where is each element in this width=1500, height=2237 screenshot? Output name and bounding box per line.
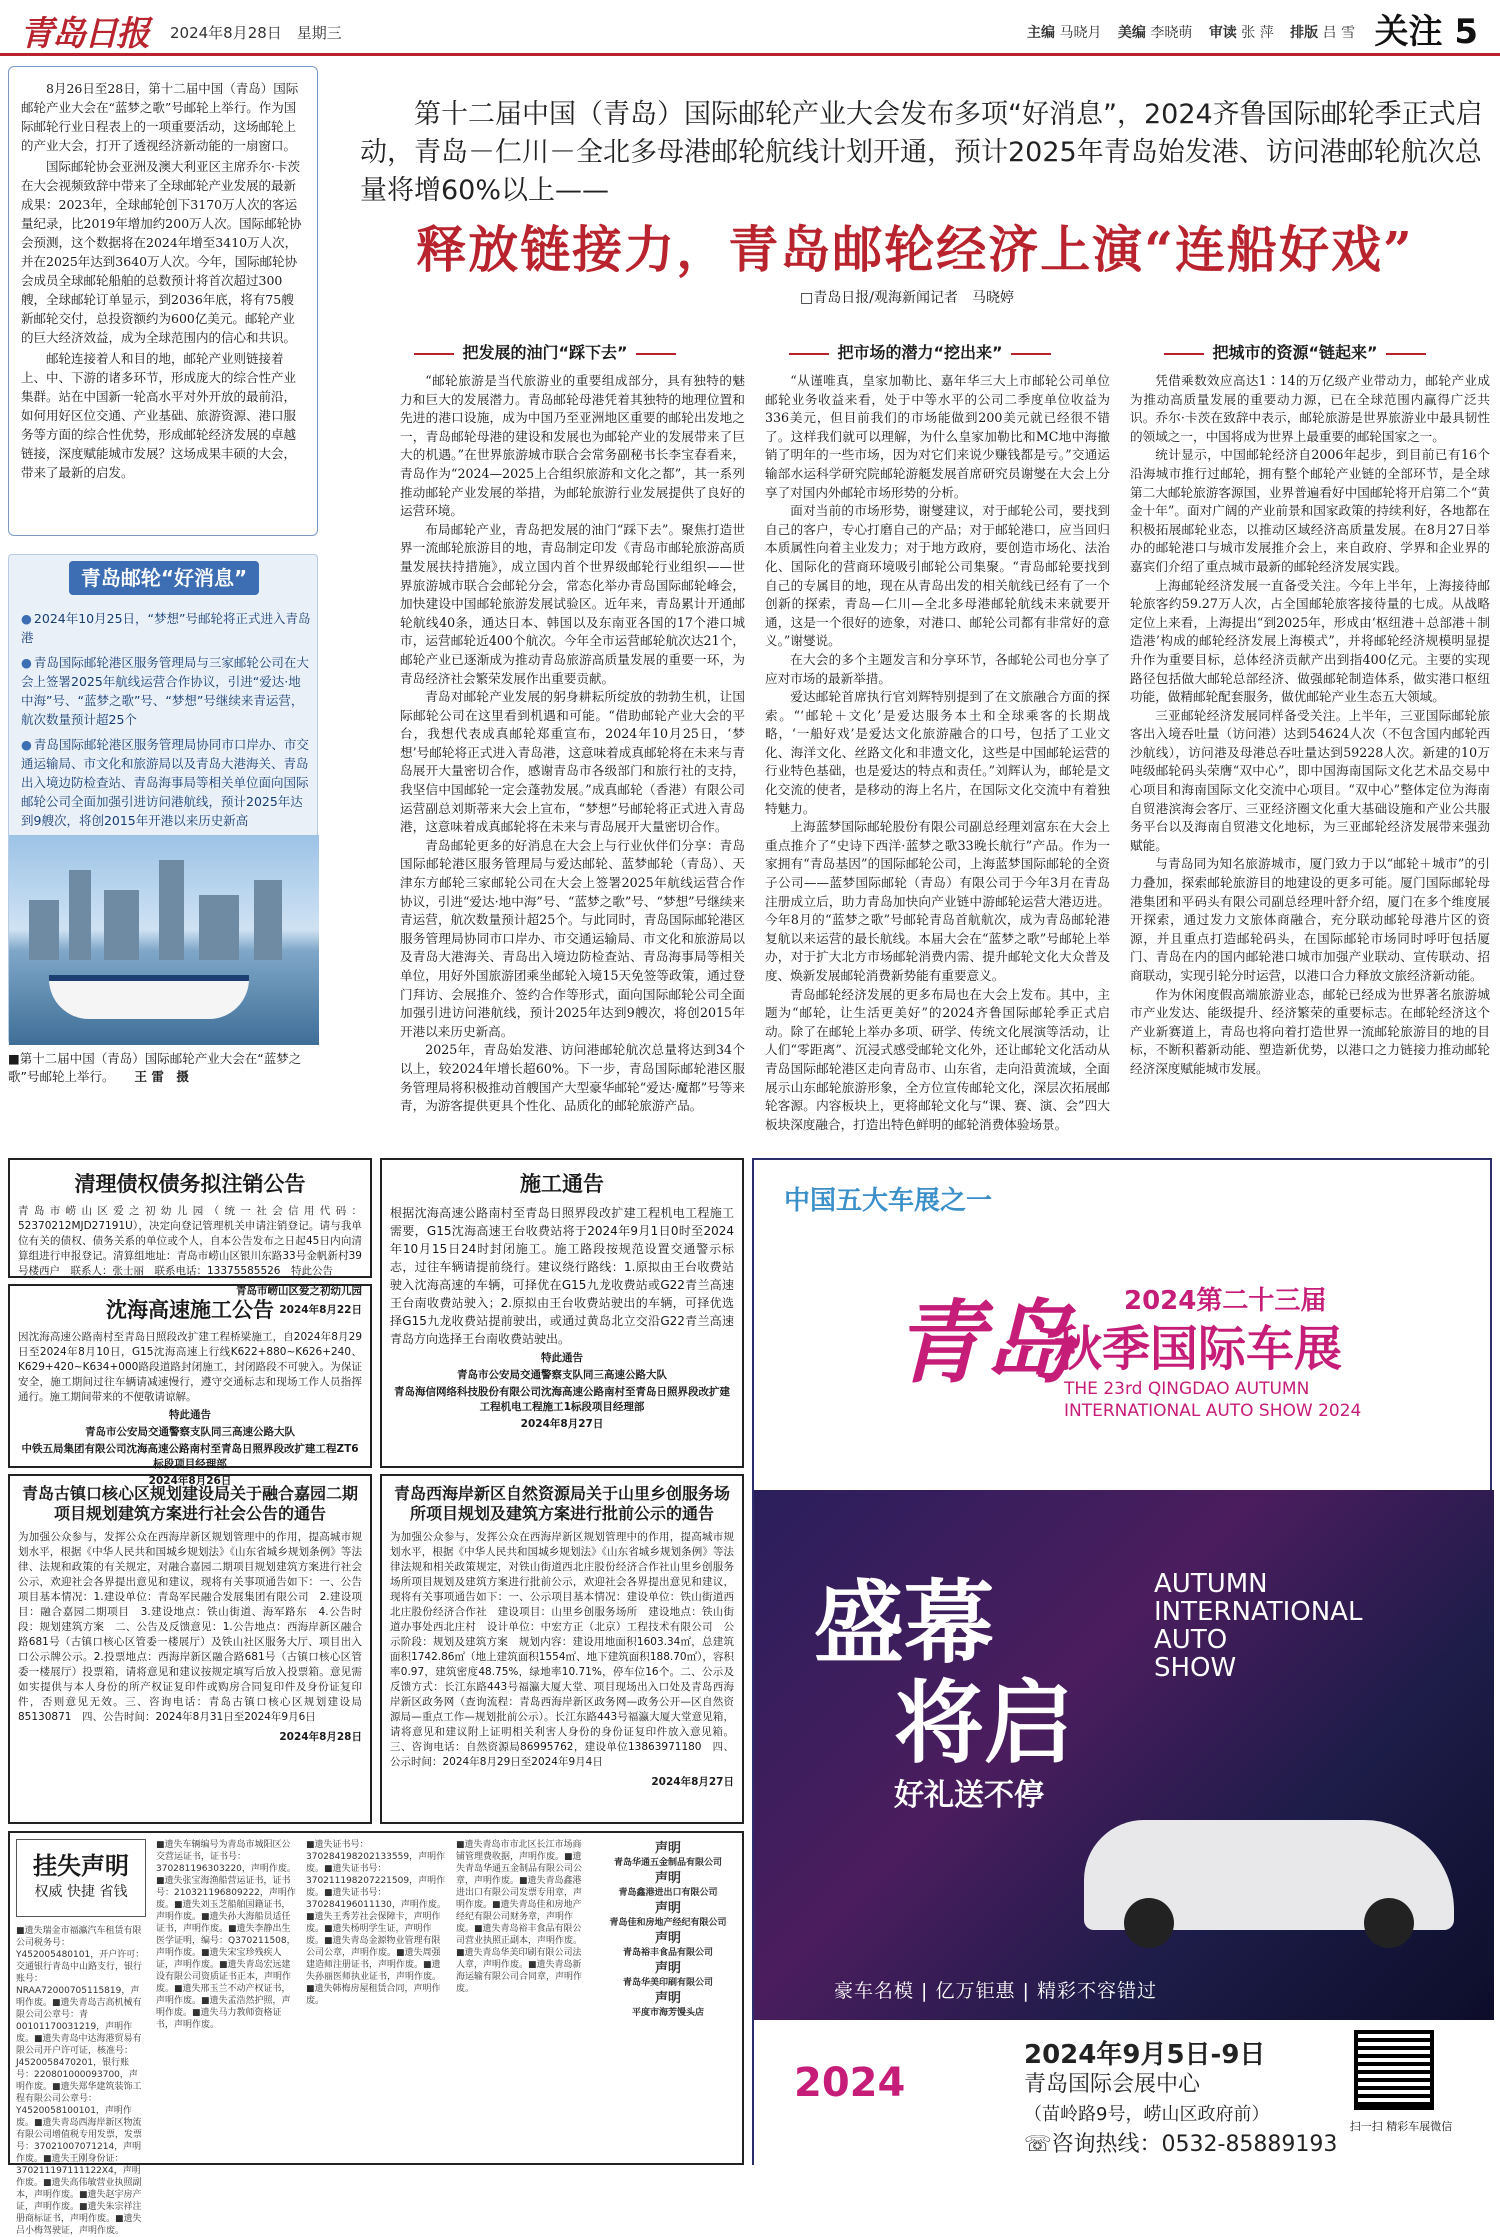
subhead-1: 把发展的油门“踩下去” xyxy=(395,340,695,363)
ad-english-hero: AUTUMN INTERNATIONAL AUTO SHOW xyxy=(1154,1569,1363,1683)
notice-signature: 青岛市公安局交通警察支队同三高速公路大队 xyxy=(457,1369,667,1381)
notice-title: 清理债权债务拟注销公告 xyxy=(74,1171,306,1196)
notice-signature: 青岛市崂山区爱之初幼儿园 xyxy=(236,1285,362,1297)
ad-year-logo: 2024 xyxy=(794,2060,906,2106)
notice-body: 根据沈海高速公路南村至青岛日照界段改扩建工程机电工程施工需要，G15沈海高速王台收费站将于2024年9月1日0时至2024年10月15日24时封闭施工。施工路段按规范设置交通警示标志，过往车辆请提前绕行。建议绕行路线：1.原拟由王台收费站驶入沈海高速的车辆，可择优在G15九龙收费站或G22青兰高速王台南收费站驶入；2.原拟由王台收费站驶出的车辆，可择优选择G15九龙收费站提前驶出，或通过黄岛北立交沿G22青兰高速青岛方向选择王台南收费站驶出。 xyxy=(390,1206,734,1346)
ad-event-info xyxy=(1024,2040,1337,2160)
notice-date: 2024年8月28日 xyxy=(279,1731,362,1743)
notice-date: 2024年8月22日 xyxy=(279,1304,362,1316)
notice-special: 特此通告 xyxy=(541,1352,583,1364)
sidebar-item: ● 青岛国际邮轮港区服务管理局协同市口岸办、市交通运输局、市文化和旅游局以及青岛大港海关、青岛出入境边防检查站、青岛海事局等相关单位面向国际邮轮公司全面加强引进访问港航线，预计2025年达到9艘次，将创2015年开港以来历史新高 xyxy=(21,735,311,830)
building xyxy=(254,880,282,960)
notice-title: 青岛古镇口核心区规划建设局关于融合嘉园二期项目规划建筑方案进行社会公告的通告 xyxy=(21,1484,358,1523)
section-label: 关注 5 xyxy=(1374,12,1478,52)
building xyxy=(159,860,184,960)
article-column-3: 凭借乘数效应高达1∶14的万亿级产业带动力，邮轮产业成为推动高质量发展的重要动力源，已在全球范围内赢得广泛共识。乔尔·卡茨在致辞中表示，邮轮旅游是世界旅游业中最具韧性的领域之一，中国将成为世界上最重要的邮轮国家之一。 统计显示，中国邮轮经济自2006年起步，到目前已有16个沿海城市推行过邮轮，拥有整个邮轮产业链的全部环节，是全球第二大邮轮旅游客源国，业界普遍看好中国邮轮将开启第二个“黄金十年”。面对广阔的产业前景和国家政策的持续利好，各地都在积极拓展邮轮业态，以推动区域经济高质量发展。在8月27日举办的邮轮港口与城市发展推介会上，来自政府、学界和企业界的嘉宾们介绍了重点城市最新的邮轮经济发展实践。 上海邮轮经济发展一直备受关注。今年上半年，上海接待邮轮旅客约59.27万人次，占全国邮轮旅客接待量的七成。从战略定位上来看，上海提出“到2025年，形成由‘枢纽港＋总部港＋制造港’构成的邮轮经济发展上海模式”，并将邮轮经济规模明显提升作为重要目标，总体经济贡献产出到指400亿元。主要的实现路径包括做大邮轮总部经济、做强邮轮制造体系，做实港口枢纽功能，做精邮轮配套服务，做优邮轮产业生态五大领域。 三亚邮轮经济发展同样备受关注。上半年，三亚国际邮轮旅客出入境吞吐量（访问港）达到54624人次（不包含国内邮轮西沙航线），访问港及母港总吞吐量达到59228人次。新建的10万吨级邮轮码头荣膺“双中心”，即中国海南国际文化艺术品交易中心项目和海南国际文化交流中心项目。“双中心”整体定位为海南自贸港滨海会客厅、三亚经济圈文化重大基础设施和产业公共服务平台以及海南自贸港文化地标，为三亚邮轮经济发展带来强劲赋能。 与青岛同为知名旅游城市，厦门致力于以“邮轮＋城市”的引力叠加，探索邮轮旅游目的地建设的更多可能。厦门国际邮轮母港集团和平码头有限公司副总经理叶舒介绍，厦门在多个维度展开探索，通过发力文旅体商融合，充分联动邮轮母港片区的资源，并且重点打造邮轮码头，在国际邮轮市场同时呼吁包括厦门、青岛在内的国内邮轮港口城市加强产业联动、宣传联动、招商联动，实现引轮分时运营，以港口合力释放文旅经济新动能。 作为休闲度假高端旅游业态，邮轮已经成为世界著名旅游城市产业发达、能级提升、经济繁荣的重要标志。在邮轮经济这个产业新赛道上，青岛也将向着打造世界一流邮轮旅游目的地的目标，不断积蓄新动能、塑造新优势，以港口之力链接力推动邮轮经济深度赋能城市发展。 xyxy=(1130,373,1490,1076)
notice-signature: 中铁五局集团有限公司沈海高速公路南村至青岛日照界段改扩建工程ZT6标段项目经理部 xyxy=(21,1443,359,1470)
subhead-3: 把城市的资源“链起来” xyxy=(1145,340,1445,363)
masthead xyxy=(0,0,1500,56)
declaration-column: 声明 青岛华通五金制品有限公司 声明 青岛鑫港进出口有限公司 声明 青岛佳和房地产经纪有限公司 声明 青岛裕丰食品有限公司 声明 青岛华美印刷有限公司 声明 平度市海芳馒头店 xyxy=(609,1841,727,2018)
notice-title: 青岛西海岸新区自然资源局关于山里乡创服务场所项目规划及建筑方案进行批前公示的通告 xyxy=(393,1484,730,1523)
lost-column: ■遗失瑞金市福瀛汽车租赁有限公司税务号：Y452005480101，开户许可：交通银行青岛中山路支行，银行账号：NRAA72000705115819，声明作废。■遗失青岛吉高机械有限公司公章号：青00101170031219，声明作废。■遗失青岛中达海港贸易有限公司开户许可证，核准号：J4520058470201，银行账号：220801000093700，声明作废。■遗失郑华建筑装饰工程有限公司公章号：Y4520058100101，声明作废。■遗失青岛西海岸新区物流有限公司增值税专用发票，发票号：37021007071214，声明作废。■遗失王刚身份证：370211197111122X4，声明作废。■遗失高伟敏营业执照副本，声明作废。■遗失赵宇房产证，声明作废。■遗失朱宗祥注册商标证书，声明作废。■遗失吕小梅驾驶证，声明作废。 xyxy=(16,1926,145,2236)
staff-credits: 主编 马晓月 美编 李晓萌 审读 张 萍 排版 吕 雪 xyxy=(1027,25,1356,41)
ad-header: 中国五大车展之一 xyxy=(784,1186,993,1216)
ad-big-text-1: 盛幕 xyxy=(814,1571,994,1676)
article-byline: □青岛日报/观海新闻记者 马晓婷 xyxy=(800,290,1014,306)
lost-declarations xyxy=(8,1831,744,2236)
notice-signature: 青岛海信网络科技股份有限公司沈海高速公路南村至青岛日照界段改扩建工程机电工程施工1标段项目经理部 xyxy=(394,1386,730,1413)
building xyxy=(69,870,91,960)
intro-paragraph: 8月26日至28日，第十二届中国（青岛）国际邮轮产业大会在“蓝梦之歌”号邮轮上举行。作为国际邮轮行业日程表上的一项重要活动，这场邮轮上的产业大会，打开了透视经济新动能的一扇窗口。 xyxy=(21,81,299,153)
qr-caption: 扫一扫 精彩车展微信 xyxy=(1349,2120,1453,2133)
intro-box xyxy=(8,66,318,536)
notice-special: 特此通告 xyxy=(169,1409,211,1421)
article-column-1: “邮轮旅游是当代旅游业的重要组成部分，具有独特的魅力和巨大的发展潜力。青岛邮轮母港凭着其独特的地理位置和先进的港口设施，成为中国乃至亚洲地区重要的邮轮出发地之一，青岛邮轮母港的建设和发展也为邮轮产业的发展带来了巨大的机遇。”在世界旅游城市联合会常务副秘书长李宝春看来，青岛作为“2024—2025上合组织旅游和文化之都”，其一系列推动邮轮产业发展的举措，为邮轮旅游行业发展提供了良好的运营环境。 布局邮轮产业，青岛把发展的油门“踩下去”。聚焦打造世界一流邮轮旅游目的地，青岛制定印发《青岛市邮轮旅游高质量发展扶持措施》，成立国内首个世界级邮轮行业组织——世界旅游城市联合会邮轮分会，常态化举办青岛国际邮轮峰会，加快建设中国邮轮旅游发展试验区。近年来，青岛累计开通邮轮航线40条，通达日本、韩国以及东南亚各国的17个港口城市，运营邮轮近400个航次。今年全市运营邮轮航次达21个，邮轮产业已逐渐成为推动青岛旅游高质量发展的重要一环，为青岛经济社会繁荣发展作出重要贡献。 青岛对邮轮产业发展的躬身耕耘所绽放的勃勃生机，让国际邮轮公司在这里看到机遇和可能。“借助邮轮产业大会的平台，我想代表成真邮轮郑重宣布，2024年10月25日，‘梦想’号邮轮将正式进入青岛港，这意味着成真邮轮将在未来与青岛展开大量密切合作，感谢青岛市各级部门和旅行社的支持，我坚信中国邮轮一定会蓬勃发展。”成真邮轮（香港）有限公司运营副总刘斯蒂来大会上宣布，“梦想”号邮轮将正式进入青岛港，这意味着成真邮轮将在未来与青岛展开大量密切合作。 青岛邮轮更多的好消息在大会上与行业伙伴们分享：青岛国际邮轮港区服务管理局与爱达邮轮、蓝梦邮轮（青岛）、天津东方邮轮三家邮轮公司在大会上签署2025年航线运营合作协议，引进“爱达·地中海”号、“蓝梦之歌”号、“梦想”号继续来青运营，航次数量预计超25个。与此同时，青岛国际邮轮港区服务管理局协同市口岸办、市交通运输局、市文化和旅游局以及青岛大港海关、青岛出入境边防检查站、青岛海事局等相关单位，用好外国旅游团乘坐邮轮入境15天免签等政策，通过登门拜访、会展推介、签约合作等形式，面向国际邮轮公司全面加强引进访问港航线，预计2025年达到9艘次，将创2015年开港以来历史新高。 2025年，青岛始发港、访问港邮轮航次总量将达到34个以上，较2024年增长超60%。下一步，青岛国际邮轮港区服务管理局将积极推动首艘国产大型豪华邮轮“爱达·魔都”号等来青，为游客提供更具个性化、品质化的邮轮旅游产品。 xyxy=(400,373,745,1114)
intro-paragraph: 国际邮轮协会亚洲及澳大利亚区主席乔尔·卡茨在大会视频致辞中带来了全球邮轮产业发展的最新成果：2023年，全球邮轮创下3170万人次的客运量纪录，比2019年增加约200万人次。国际邮轮协会预测，这个数据将在2024年增至3410万人次，并在2025年达到3640万人次。今年，国际邮轮协会成员全球邮轮船舶的总数预计将首次超过300艘，全球邮轮订单显示，到2036年底，将有75艘新邮轮交付，总投资额约为600亿美元。邮轮产业的巨大经济效益，成为全球范围内的信心和共识。 xyxy=(21,159,302,345)
notice-title: 施工通告 xyxy=(520,1171,604,1196)
sidebar-title: 青岛邮轮“好消息” xyxy=(69,561,259,595)
ad-english-title: THE 23rd QINGDAO AUTUMN INTERNATIONAL AUTO SHOW 2024 xyxy=(1064,1379,1362,1421)
ad-gift-text: 好礼送不停 xyxy=(894,1778,1044,1813)
lost-title: 挂失声明 xyxy=(33,1851,129,1880)
notice-body: 因沈海高速公路南村至青岛日照段改扩建工程桥梁施工，自2024年8月29日至2024年8月10日，G15沈海高速上行线K622+880~K626+240、K629+420~K634+000路段道路封闭施工，封闭路段不可驶入。为保证安全，施工期间过往车辆请减速慢行，遵守交通标志和现场工作人员指挥通行。施工期间带来的不便敬请谅解。 xyxy=(18,1331,362,1403)
notice-signature: 青岛市公安局交通警察支队同三高速公路大队 xyxy=(85,1426,295,1438)
lost-title-box xyxy=(16,1839,146,1917)
ad-footer xyxy=(754,2020,1494,2167)
newspaper-logo: 青岛日报 xyxy=(20,14,148,54)
notice-body: 为加强公众参与，发挥公众在西海岸新区规划管理中的作用，提高城市规划水平，根据《中华人民共和国城乡规划法》《山东省城乡规划条例》等法律法规和相关政策规定，对铁山街道西北庄股份经济合作社山里乡创服务场所项目规划及建筑方案进行批前公示，欢迎社会各界提出意见和建议，现将有关事项通告如下：一、公示项目基本情况：建设单位：铁山街道西北庄股份经济合作社 建设项目：山里乡创服务场所 建设地点：铁山街道办事处西北庄村 设计单位：中宏方正（北京）工程技术有限公司 公示阶段：规划及建筑方案 规划内容：建设用地面积1603.34㎡，总建筑面积1742.86㎡（地上建筑面积1554㎡、地下建筑面积188.70㎡），容积率0.97，建筑密度48.75%，绿地率10.71%，停车位16个。二、公示及反馈方式：长江东路443号福瀛大厦大堂、项目现场出入口处及青岛西海岸新区政务网（查询流程：青岛西海岸新区政务网—政务公开—区自然资源局—重点工作—规划批前公示）。长江东路443号福瀛大厦大堂意见箱，请将意见和建议附上证明相关利害人身份的身份证复印件放入意见箱。三、咨询电话：自然资源局86995762，建设单位13863971180 四、公示时间：2024年8月29日至2024年9月4日 xyxy=(390,1531,734,1768)
xihai-notice xyxy=(380,1474,744,1824)
ad-slogan: 豪车名模 | 亿万钜惠 | 精彩不容错过 xyxy=(834,1980,1157,2002)
ad-hero-image xyxy=(754,1490,1494,2020)
cruise-ship-photo xyxy=(9,835,319,1045)
lost-slogan: 权威 快捷 省钱 xyxy=(34,1884,128,1900)
left-column xyxy=(8,66,318,1086)
building xyxy=(104,890,139,960)
good-news-sidebar xyxy=(8,554,318,1044)
notice-date: 2024年8月27日 xyxy=(520,1418,604,1430)
ad-dates: 2024年9月5日-9日 xyxy=(1024,2040,1266,2070)
ad-phone: ☏咨询热线：0532-85889193 xyxy=(1024,2132,1338,2157)
ad-big-text-2: 将启 xyxy=(894,1671,1074,1776)
issue-date: 2024年8月28日 星期三 xyxy=(170,24,342,42)
notice-date: 2024年8月26日 xyxy=(148,1475,232,1487)
notice-body: 为加强公众参与，发挥公众在西海岸新区规划管理中的作用，提高城市规划水平，根据《中华人民共和国城乡规划法》《山东省城乡规划条例》等法律、法规和政策的有关规定，对融合嘉园二期项目规划建筑方案进行社会公示，欢迎社会各界提出意见和建议，现将有关事项通告如下：一、公告项目基本情况：1.建设单位：青岛军民融合发展集团有限公司 2.建设项目：融合嘉园二期项目 3.建设地点：铁山街道、海军路东 4.公告时段：规划建筑方案 二、公告及反馈意见：1.公告地点：西海岸新区融合路681号（古镇口核心区管委一楼展厅）及铁山社区服务大厅、项目出入口公示牌公示。2.投票地点：西海岸新区融合路681号（古镇口核心区管委一楼展厅）投票箱，请将意见和建议按规定填写后放入投票箱。意见需如实提供与本人身份的所产权证复印件或购房合同复印件及身份证复印件，否则意见无效。三、咨询电话：青岛古镇口核心区规划建设局85130871 四、公告时间：2024年8月31日至2024年9月6日 xyxy=(18,1531,362,1723)
construction-notice xyxy=(380,1158,744,1468)
ad-title: 秋季国际车展 xyxy=(1054,1321,1343,1377)
shenhai-notice xyxy=(8,1284,372,1487)
notice-date: 2024年8月27日 xyxy=(651,1776,734,1788)
ad-edition: 2024第二十三届 xyxy=(1124,1286,1327,1316)
ad-venue: 青岛国际会展中心 xyxy=(1024,2072,1201,2097)
ad-brand-calligraphy: 青岛 xyxy=(894,1290,1074,1396)
article-column-2: “从谨唯真，皇家加勒比、嘉年华三大上市邮轮公司单位邮轮业务收益来看，处于中等水平的公司二季度单位收益为336美元，但目前我们的市场能做到200美元就已经很不错了。这样我们就可以理解，为什么皇家加勒比和MC地中海撤销了明年的一些市场，因为对它们来说少赚钱都是亏。”交通运输部水运科学研究院邮轮游艇发展首席研究员谢燮在大会上分享了对国内外邮轮市场形势的分析。 面对当前的市场形势，谢燮建议，对于邮轮公司，要找到自己的客户，专心打磨自己的产品；对于邮轮港口，应当回归本质属性向着主业发力；对于地方政府，要创造市场化、法治化、国际化的营商环境吸引邮轮公司集聚。“青岛邮轮要找到自己的专属目的地，现在从青岛出发的相关航线已经有了一个创新的探索，青岛—仁川—全北多母港邮轮航线未来就要开通，这是一个很好的迹象，对港口、邮轮公司都有非常好的意义。”谢燮说。 在大会的多个主题发言和分享环节，各邮轮公司也分享了应对市场的最新举措。 爱达邮轮首席执行官刘辉特别提到了在文旅融合方面的探索。“‘邮轮＋文化’是爱达服务本土和全球乘客的长期战略，‘一船好戏’是爱达文化旅游融合的口号，包括了工业文化、海洋文化、丝路文化和非遗文化，这些是中国邮轮运营的行业特色基础，也是爱达的特点和责任。”刘辉认为，邮轮是文化交流的使者，是移动的海上名片，在国际文化交流中有着独特魅力。 上海蓝梦国际邮轮股份有限公司副总经理刘富东在大会上重点推介了“史诗下西洋·蓝梦之歌33晚长航行”产品。作为一家拥有“青岛基因”的国际邮轮公司，上海蓝梦国际邮轮的全资子公司——蓝梦国际邮轮（青岛）有限公司于今年3月在青岛注册成立后，助力青岛加快向产业链中游邮轮运营大港迈进。今年8月的“蓝梦之歌”号邮轮青岛首航航次，成为青岛邮轮港复航以来运营的最长航线。本届大会在“蓝梦之歌”号邮轮上举办，对于扩大北方市场邮轮消费内需、提升邮轮文化大众普及度、焕新发展邮轮消费新势能有重要意义。 青岛邮轮经济发展的更多布局也在大会上发布。其中，主题为“邮轮，让生活更美好”的2024齐鲁国际邮轮季正式启动。除了在邮轮上举办多项、研学、传统文化展演等活动，让人们“零距离”、沉浸式感受邮轮文化外，还让邮轮文化活动从青岛国际邮轮港区走向青岛市、山东省，走向沿黄流域，全面展示山东邮轮旅游形象，全方位宣传邮轮文化，深层次拓展邮轮客源。内容板块上，更将邮轮文化与“课、赛、演、会”四大板块深度融合，打造出特色鲜明的邮轮消费体验场景。 xyxy=(765,373,1110,1132)
notice-body: 青岛市崂山区爱之初幼儿园（统一社会信用代码：52370212MJD27191U），决定向登记管理机关申请注销登记。请与我单位有关的债权、债务关系的单位或个人，自本公告发布之日起45日内向清算组进行申报登记。清算组地址：青岛市崂山区银川东路33号金帆新村39号楼西户 联系人：张士丽 联系电话：13375585526 特此公告 xyxy=(18,1205,362,1277)
lost-column: ■遗失证书号：370284198202133559，声明作废。■遗失证书号：370211198207221509，声明作废。■遗失证书号：370284196011130，声明作废。■遗失王秀芳社会保障卡，声明作废。■遗失杨明学生证，声明作废。■遗失青岛金源物业管理有限公司公章，声明作废。■遗失周强建造师注册证书，声明作废。■遗失孙丽医师执业证书，声明作废。■遗失韩梅房屋租赁合同，声明作废。 xyxy=(306,1840,446,2006)
intro-paragraph: 邮轮连接着人和目的地，邮轮产业则链接着上、中、下游的诸多环节，形成庞大的综合性产业集群。站在中国新一轮高水平对外开放的最前沿，如何用好区位交通、产业基础、旅游资源、港口服务等方面的综合性优势，形成邮轮经济发展的卓越链接，深度赋能城市发展？这场成果丰硕的大会，带来了最新的启发。 xyxy=(21,351,297,480)
sidebar-item: ● 2024年10月25日，“梦想”号邮轮将正式进入青岛港 xyxy=(21,609,311,647)
lost-column: ■遗失车辆编号为青岛市城阳区公交营运证书，证书号：370281196303220，声明作废。■遗失张宝海渔船营运证书，证书号：210321196809222，声明作废。■遗失刘玉芝船舶国籍证书，声明作废。■遗失孙大海船员适任证书，声明作废。■遗失李静出生医学证明，编号：Q370211508，声明作废。■遗失宋宝珍残疾人证，声明作废。■遗失青岛宏远建设有限公司资质证书正本，声明作废。■遗失邢玉兰不动产权证书，声明作废。■遗失孟浩然护照，声明作废。■遗失马力教师资格证书，声明作废。 xyxy=(156,1840,296,2030)
building xyxy=(199,895,239,960)
photo-caption: ■第十二届中国（青岛）国际邮轮产业大会在“蓝梦之歌”号邮轮上举行。 王 雷 摄 xyxy=(8,1051,302,1084)
article-headline: 释放链接力，青岛邮轮经济上演“连船好戏” xyxy=(416,220,1414,279)
lost-column: ■遗失青岛市市北区长江市场商铺管理费收据，声明作废。■遗失青岛华通五金制品有限公司公章，声明作废。■遗失青岛鑫港进出口有限公司发票专用章，声明作废。■遗失青岛佳和房地产经纪有限公司财务章，声明作废。■遗失青岛裕丰食品有限公司营业执照正副本，声明作废。■遗失青岛华美印刷有限公司法人章，声明作废。■遗失青岛新海运输有限公司合同章，声明作废。 xyxy=(456,1840,583,1994)
ad-venue-note: （苗岭路9号，崂山区政府前） xyxy=(1024,2104,1270,2125)
subhead-2: 把市场的潜力“挖出来” xyxy=(770,340,1070,363)
guzhen-notice xyxy=(8,1474,372,1824)
car-illustration xyxy=(1084,1820,1454,1930)
building xyxy=(29,900,59,960)
sidebar-item: ● 青岛国际邮轮港区服务管理局与三家邮轮公司在大会上签署2025年航线运营合作协议，引进“爱达·地中海”号、“蓝梦之歌”号、“梦想”号继续来青运营，航次数量预计超25个 xyxy=(21,653,311,729)
notice-title: 沈海高速施工公告 xyxy=(106,1297,274,1322)
article-deck: 第十二届中国（青岛）国际邮轮产业大会发布多项“好消息”，2024齐鲁国际邮轮季正式启动，青岛－仁川－全北多母港邮轮航线计划开通，预计2025年青岛始发港、访问港邮轮航次总量将增60%以上—— xyxy=(360,99,1483,206)
cruise-ship xyxy=(49,975,249,1019)
qr-code-icon[interactable] xyxy=(1354,2030,1434,2110)
auto-show-ad xyxy=(752,1158,1492,2165)
